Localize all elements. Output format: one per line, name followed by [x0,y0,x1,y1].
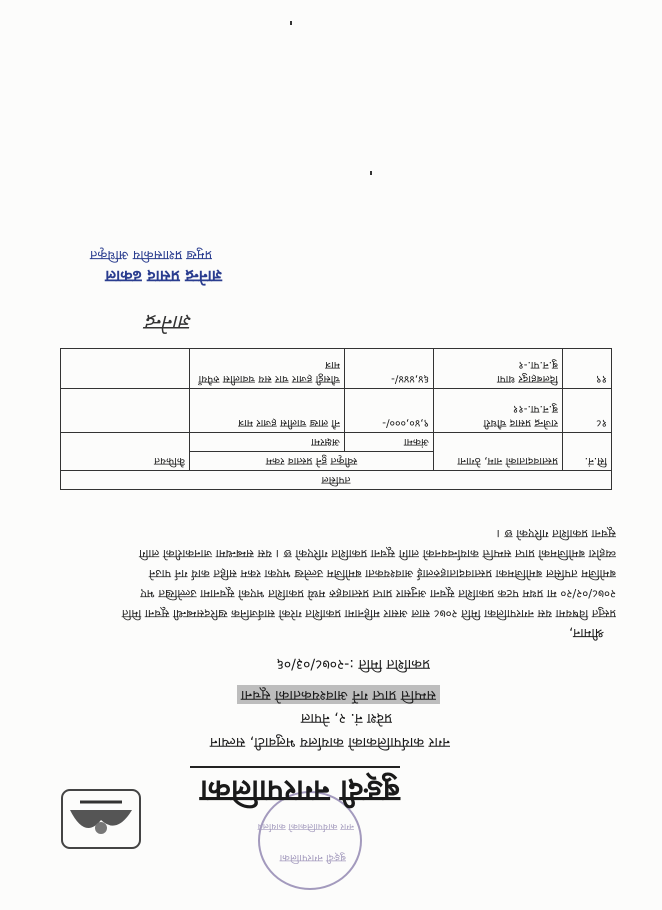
col-bidder: प्रस्तावदाताको नाम, ठेगाना [434,433,563,471]
cell-amount-words: नौ लाख चालीस हजार मात्र [190,389,345,433]
salutation: श्रीमान, [568,625,604,640]
org-name-underline [190,766,400,768]
bidder-address: बु.न.पा.-११ [512,403,558,415]
col-amount-num: अंकमा [345,433,434,452]
body-line: सूचना प्रकाशित गरिएको छ । [496,527,616,541]
stamp-text-1: बुङ्दी नगरपालिका [279,852,346,863]
body-line: बमोजिम तपसिल बमोजिमका प्रस्तावदाताहरुलाई आवश्यकता बमोजिम उल्लेख भएका रकम सहित कार्य गर्न पाउने [148,567,616,581]
body-line: प्रस्तुत विषयमा यस नगरपालिका मिति २०७८ साल असार महिनामा प्रकाशित गरेको सार्वजनिक खरिदसम्बन्धी सूचना मिति [121,607,616,621]
col-amount-words: अक्षरमा [190,433,345,452]
stamp-text-2: नगर कार्यपालिकाको कार्यालय [257,821,354,831]
cell-remarks [61,389,190,433]
cell-sn: १८ [563,389,612,433]
col-remarks: कैफियत [61,433,190,471]
body-line: व्यहोरा बमोजिमको प्राप्त सम्पत्ति कार्यान्वयनको लागि सूचना प्रकाशित गरिएको छ । यस सम्बन्धमा जानकारीको लागि [138,547,616,561]
cell-bidder [434,389,563,433]
award-table [60,348,612,490]
bidder-name: राजेन्द्र प्रसाद चौधरी [483,417,558,429]
signature-initials: ज्ञानेन्द्र [146,311,192,335]
cell-remarks [61,349,190,389]
cell-amount-num: ६४,४४४/- [345,349,434,389]
government-emblem-icon [60,788,142,850]
col-amount: स्वीकृत हुने प्रस्ताव रकम [190,452,434,471]
signatory-name: ज्ञानेन्द्र प्रसाद ढकाल [105,267,222,286]
bidder-name: दिलबहादुर थापा [496,373,558,385]
notice-title: सम्पत्ति प्राप्त गर्ने आवश्यकताको सूचना [237,685,440,704]
table-row [61,389,612,433]
signatory-role: प्रमुख प्रशासकीय अधिकृत [89,247,212,262]
table-row [61,349,612,389]
col-sn: सि.नं. [563,433,612,471]
org-name: बुङ्दी नगरपालिका [200,773,400,808]
cell-bidder [434,349,563,389]
scan-speck [290,21,292,25]
body-line: २०७८/०२/२० मा प्रथम पटक प्रकाशित सूचना अनुसार प्राप्त प्रस्तावहरु मध्ये प्रकाशित भएको सूचनामा उल्लेखित भए [140,587,616,601]
table-caption: तपसिल [61,471,612,490]
table-header-row [61,452,612,471]
cell-amount-num: ९,४०,०००/- [345,389,434,433]
scan-speck [370,171,372,175]
office-name: नगर कार्यपालिकाको कार्यालय भलुवाटी, सल्यान [209,734,450,750]
bidder-address: बु.न.पा.-१ [518,359,558,371]
cell-sn: १९ [563,349,612,389]
office-address: प्रदेश नं. २, नेपाल [300,710,392,726]
publication-date: प्रकाशित मिति :-२०७८/०३/०६ [276,656,430,672]
cell-amount-words: चौसट्ठी हजार चार सय चवालीस रुपैयाँ मात्र [190,349,345,389]
